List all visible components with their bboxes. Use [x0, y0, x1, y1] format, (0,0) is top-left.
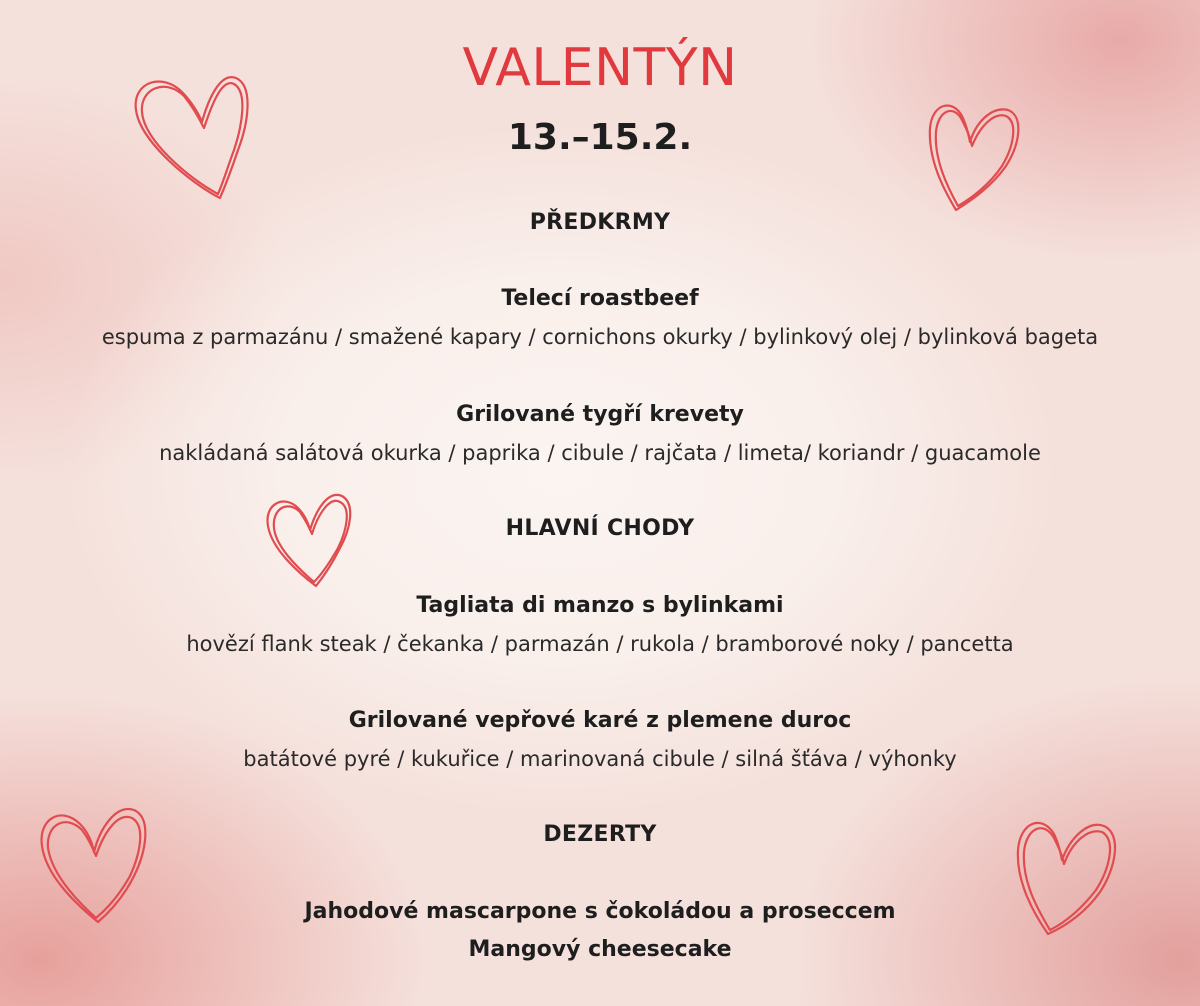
section-heading-main-courses: HLAVNÍ CHODY	[505, 516, 695, 541]
dish-description: nakládaná salátová okurka / paprika / cibule / rajčata / limeta/ koriandr / guacamole	[159, 441, 1041, 465]
menu-title: VALENTÝN	[462, 38, 738, 98]
dish-name: Tagliata di manzo s bylinkami	[416, 593, 784, 618]
dish-description: hovězí flank steak / čekanka / parmazán / rukola / bramborové noky / pancetta	[186, 632, 1014, 656]
dish-name: Telecí roastbeef	[501, 286, 699, 311]
dish-description: batátové pyré / kukuřice / marinovaná cibule / silná šťáva / výhonky	[243, 747, 957, 771]
dish-name: Jahodové mascarpone s čokoládou a proseccem	[304, 899, 896, 924]
section-heading-appetizers: PŘEDKRMY	[529, 210, 671, 235]
menu-date: 13.–15.2.	[507, 117, 693, 158]
dish-description: espuma z parmazánu / smažené kapary / cornichons okurky / bylinkový olej / bylinková bageta	[101, 325, 1099, 349]
section-heading-desserts: DEZERTY	[543, 822, 657, 847]
dish-name: Grilované tygří krevety	[456, 402, 744, 427]
dish-name: Mangový cheesecake	[468, 937, 732, 962]
dish-name: Grilované vepřové karé z plemene duroc	[348, 708, 852, 733]
